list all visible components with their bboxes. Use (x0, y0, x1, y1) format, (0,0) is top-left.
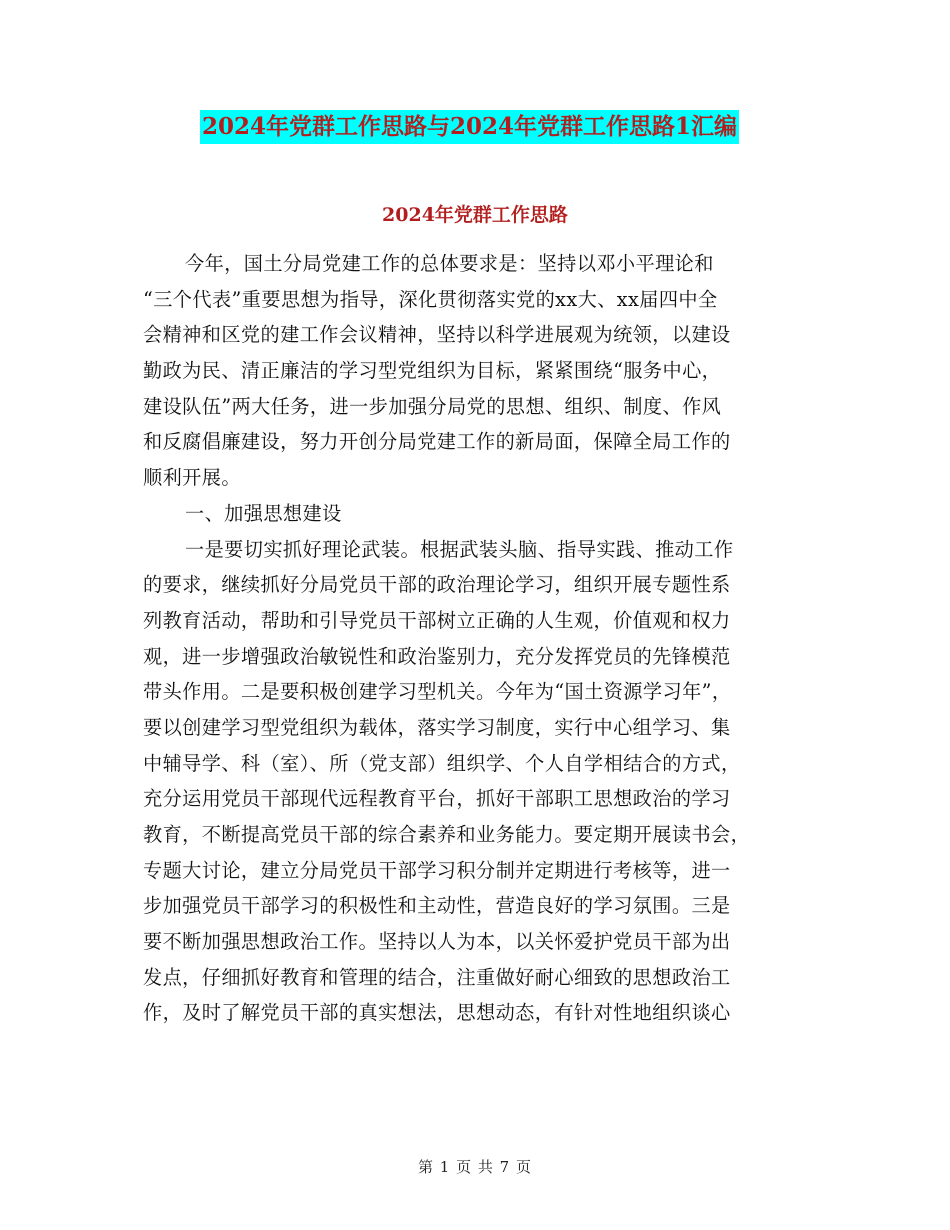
page-footer: 第 1 页 共 7 页 (418, 1158, 532, 1176)
body-line: 勤政为民、清正廉洁的学习型党组织为目标，紧紧围绕“服务中心， (143, 359, 722, 383)
body-line: 教育，不断提高党员干部的综合素养和业务能力。要定期开展读书会， (143, 823, 751, 846)
body-line: 和反腐倡廉建设，努力开创分局党建工作的新局面，保障全局工作的 (143, 430, 731, 454)
document-title: 2024年党群工作思路与2024年党群工作思路1汇编 (200, 110, 739, 144)
body-line: 列教育活动，帮助和引导党员干部树立正确的人生观，价值观和权力 (143, 608, 731, 632)
body-line: 顺利开展。 (143, 466, 241, 490)
body-line: 带头作用。二是要积极创建学习型机关。今年为“国土资源学习年”， (143, 680, 732, 704)
body-line: 建设队伍”两大任务，进一步加强分局党的思想、组织、制度、作风 (143, 394, 722, 418)
body-line: 步加强党员干部学习的积极性和主动性，营造良好的学习氛围。三是 (143, 894, 731, 918)
body-line: 专题大讨论，建立分局党员干部学习积分制并定期进行考核等，进一 (143, 858, 731, 882)
body-line: 中辅导学、科（室）、所（党支部）组织学、个人自学相结合的方式， (143, 751, 741, 775)
body-line: 发点，仔细抓好教育和管理的结合，注重做好耐心细致的思想政治工 (143, 965, 731, 989)
section-title: 2024年党群工作思路 (382, 204, 568, 226)
body-line: 要以创建学习型党组织为载体，落实学习制度，实行中心组学习、集 (143, 715, 731, 739)
body-line: 一、加强思想建设 (185, 501, 342, 525)
body-line: 作，及时了解党员干部的真实想法，思想动态，有针对性地组织谈心 (143, 1001, 731, 1025)
body-line: 充分运用党员干部现代远程教育平台，抓好干部职工思想政治的学习 (143, 787, 731, 811)
body-line: 的要求，继续抓好分局党员干部的政治理论学习，组织开展专题性系 (143, 573, 731, 597)
body-line: “三个代表”重要思想为指导，深化贯彻落实党的xx大、xx届四中全 (143, 287, 718, 311)
body-line: 一是要切实抓好理论武装。根据武装头脑、指导实践、推动工作 (185, 537, 734, 561)
body-line: 会精神和区党的建工作会议精神，坚持以科学进展观为统领，以建设 (143, 323, 731, 347)
body-line: 要不断加强思想政治工作。坚持以人为本，以关怀爱护党员干部为出 (143, 930, 731, 954)
body-line: 观，进一步增强政治敏锐性和政治鉴别力，充分发挥党员的先锋模范 (143, 644, 731, 668)
document-body (143, 246, 813, 1031)
body-line: 今年，国土分局党建工作的总体要求是：坚持以邓小平理论和 (185, 252, 714, 275)
